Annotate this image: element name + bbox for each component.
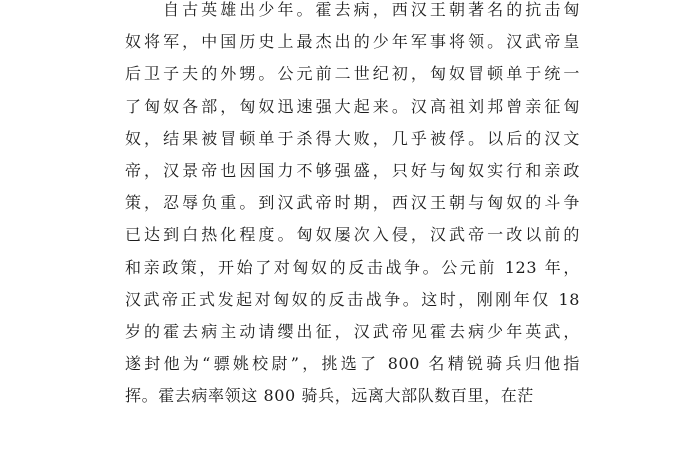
- text-line-7: 策，忍辱负重。到汉武帝时期，西汉王朝与匈奴的斗争: [125, 193, 580, 213]
- text-line-2: 奴将军，中国历史上最杰出的少年军事将领。汉武帝皇: [125, 32, 580, 52]
- text-line-10: 汉武帝正式发起对匈奴的反击战争。这时，刚刚年仅 18: [125, 289, 580, 309]
- text-line-5: 奴，结果被冒顿单于杀得大败，几乎被俘。以后的汉文: [125, 128, 580, 148]
- text-line-9: 和亲政策，开始了对匈奴的反击战争。公元前 123 年，: [125, 257, 580, 277]
- text-line-6: 帝，汉景帝也因国力不够强盛，只好与匈奴实行和亲政: [125, 160, 580, 180]
- text-line-1: 自古英雄出少年。霍去病，西汉王朝著名的抗击匈: [163, 0, 580, 19]
- text-line-4: 了匈奴各部，匈奴迅速强大起来。汉高祖刘邦曾亲征匈: [125, 96, 580, 116]
- text-line-13: 挥。霍去病率领这 800 骑兵，远离大部队数百里，在茫: [125, 386, 534, 406]
- text-line-11: 岁的霍去病主动请缨出征，汉武帝见霍去病少年英武，: [125, 321, 580, 341]
- article-body: [125, 0, 580, 412]
- text-line-3: 后卫子夫的外甥。公元前二世纪初，匈奴冒顿单于统一: [125, 64, 580, 84]
- text-line-8: 已达到白热化程度。匈奴屡次入侵，汉武帝一改以前的: [125, 225, 580, 245]
- text-line-12: 遂封他为“骠姚校尉”，挑选了 800 名精锐骑兵归他指: [125, 354, 580, 374]
